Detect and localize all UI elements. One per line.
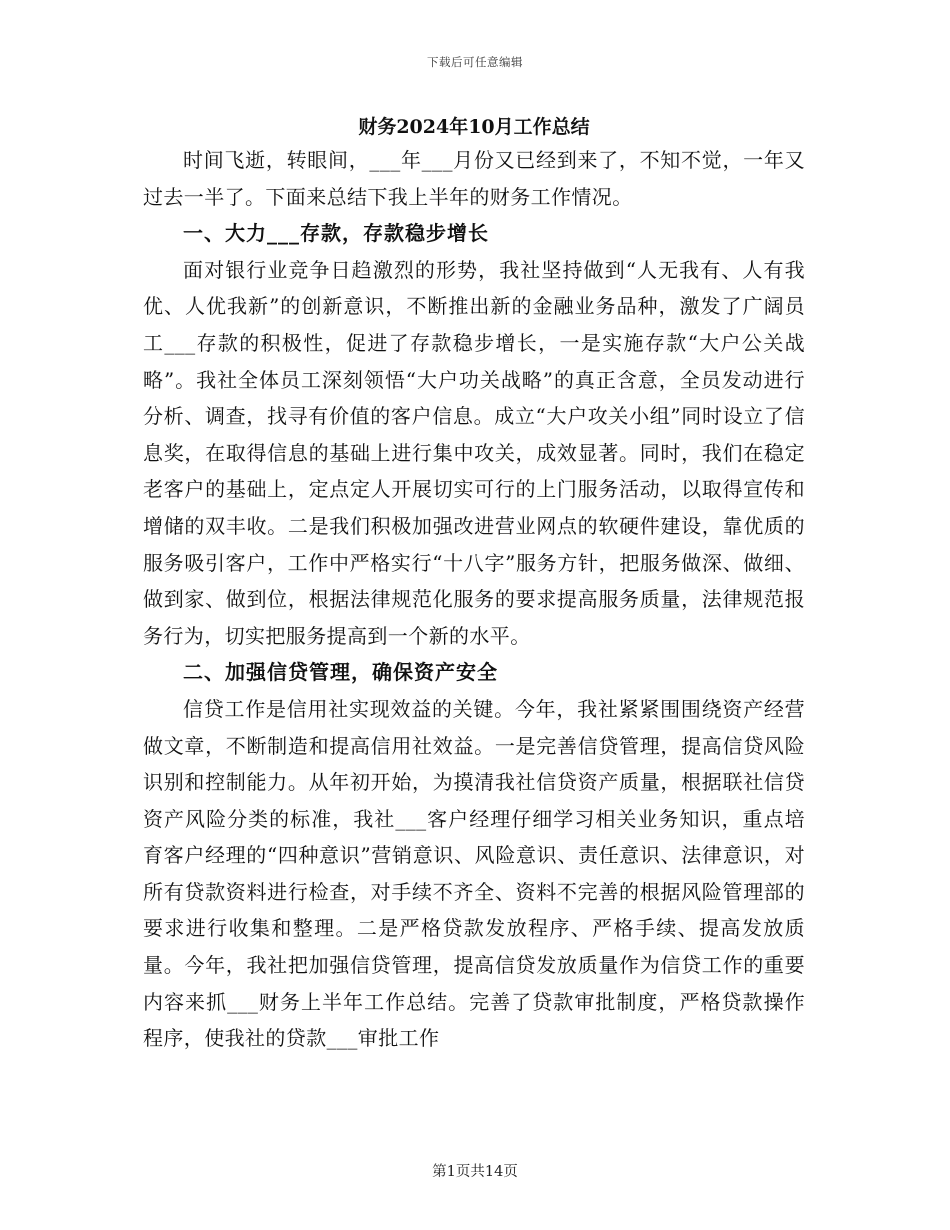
section-2-paragraph: 信贷工作是信用社实现效益的关键。今年，我社紧紧围围绕资产经营做文章，不断制造和提高信用社效益。一是完善信贷管理，提高信贷风险识别和控制能力。从年初开始，为摸清我社信贷资产质量，根据联社信贷资产风险分类的标准，我社___客户经理仔细学习相关业务知识，重点培育客户经理的“四种意识”营销意识、风险意识、责任意识、法律意识，对所有贷款资料进行检查，对手续不齐全、资料不完善的根据风险管理部的要求进行收集和整理。二是严格贷款发放程序、严格手续、提高发放质量。今年，我社把加强信贷管理，提高信贷发放质量作为信贷工作的重要内容来抓___财务上半年工作总结。完善了贷款审批制度，严格贷款操作程序，使我社的贷款___审批工作: [143, 696, 805, 1051]
section-1-paragraph: 面对银行业竞争日趋激烈的形势，我社坚持做到“人无我有、人有我优、人优我新”的创新意识，不断推出新的金融业务品种，激发了广阔员工___存款的积极性，促进了存款稳步增长，一是实施存款“大户公关战略”。我社全体员工深刻领悟“大户功关战略”的真正含意，全员发动进行分析、调查，找寻有价值的客户信息。成立“大户攻关小组”同时设立了信息奖，在取得信息的基础上进行集中攻关，成效显著。同时，我们在稳定老客户的基础上，定点定人开展切实可行的上门服务活动，以取得宣传和增储的双丰收。二是我们积极加强改进营业网点的软硬件建设，靠优质的服务吸引客户，工作中严格实行“十八字”服务方针，把服务做深、做细、做到家、做到位，根据法律规范化服务的要求提高服务质量，法律规范报务行为，切实把服务提高到一个新的水平。: [143, 257, 805, 648]
document-title: 财务2024年10月工作总结: [358, 116, 590, 138]
page-number-footer: 第1页共14页: [432, 1164, 518, 1180]
section-heading-2: 二、加强信贷管理，确保资产安全: [183, 660, 498, 685]
section-heading-1: 一、大力___存款，存款稳步增长: [183, 221, 489, 246]
page-header-note: 下载后可任意编辑: [427, 55, 523, 69]
intro-paragraph: 时间飞逝，转眼间，___年___月份又已经到来了，不知不觉，一年又过去一半了。下面来总结下我上半年的财务工作情况。: [143, 148, 805, 209]
document-body: [143, 112, 805, 1057]
